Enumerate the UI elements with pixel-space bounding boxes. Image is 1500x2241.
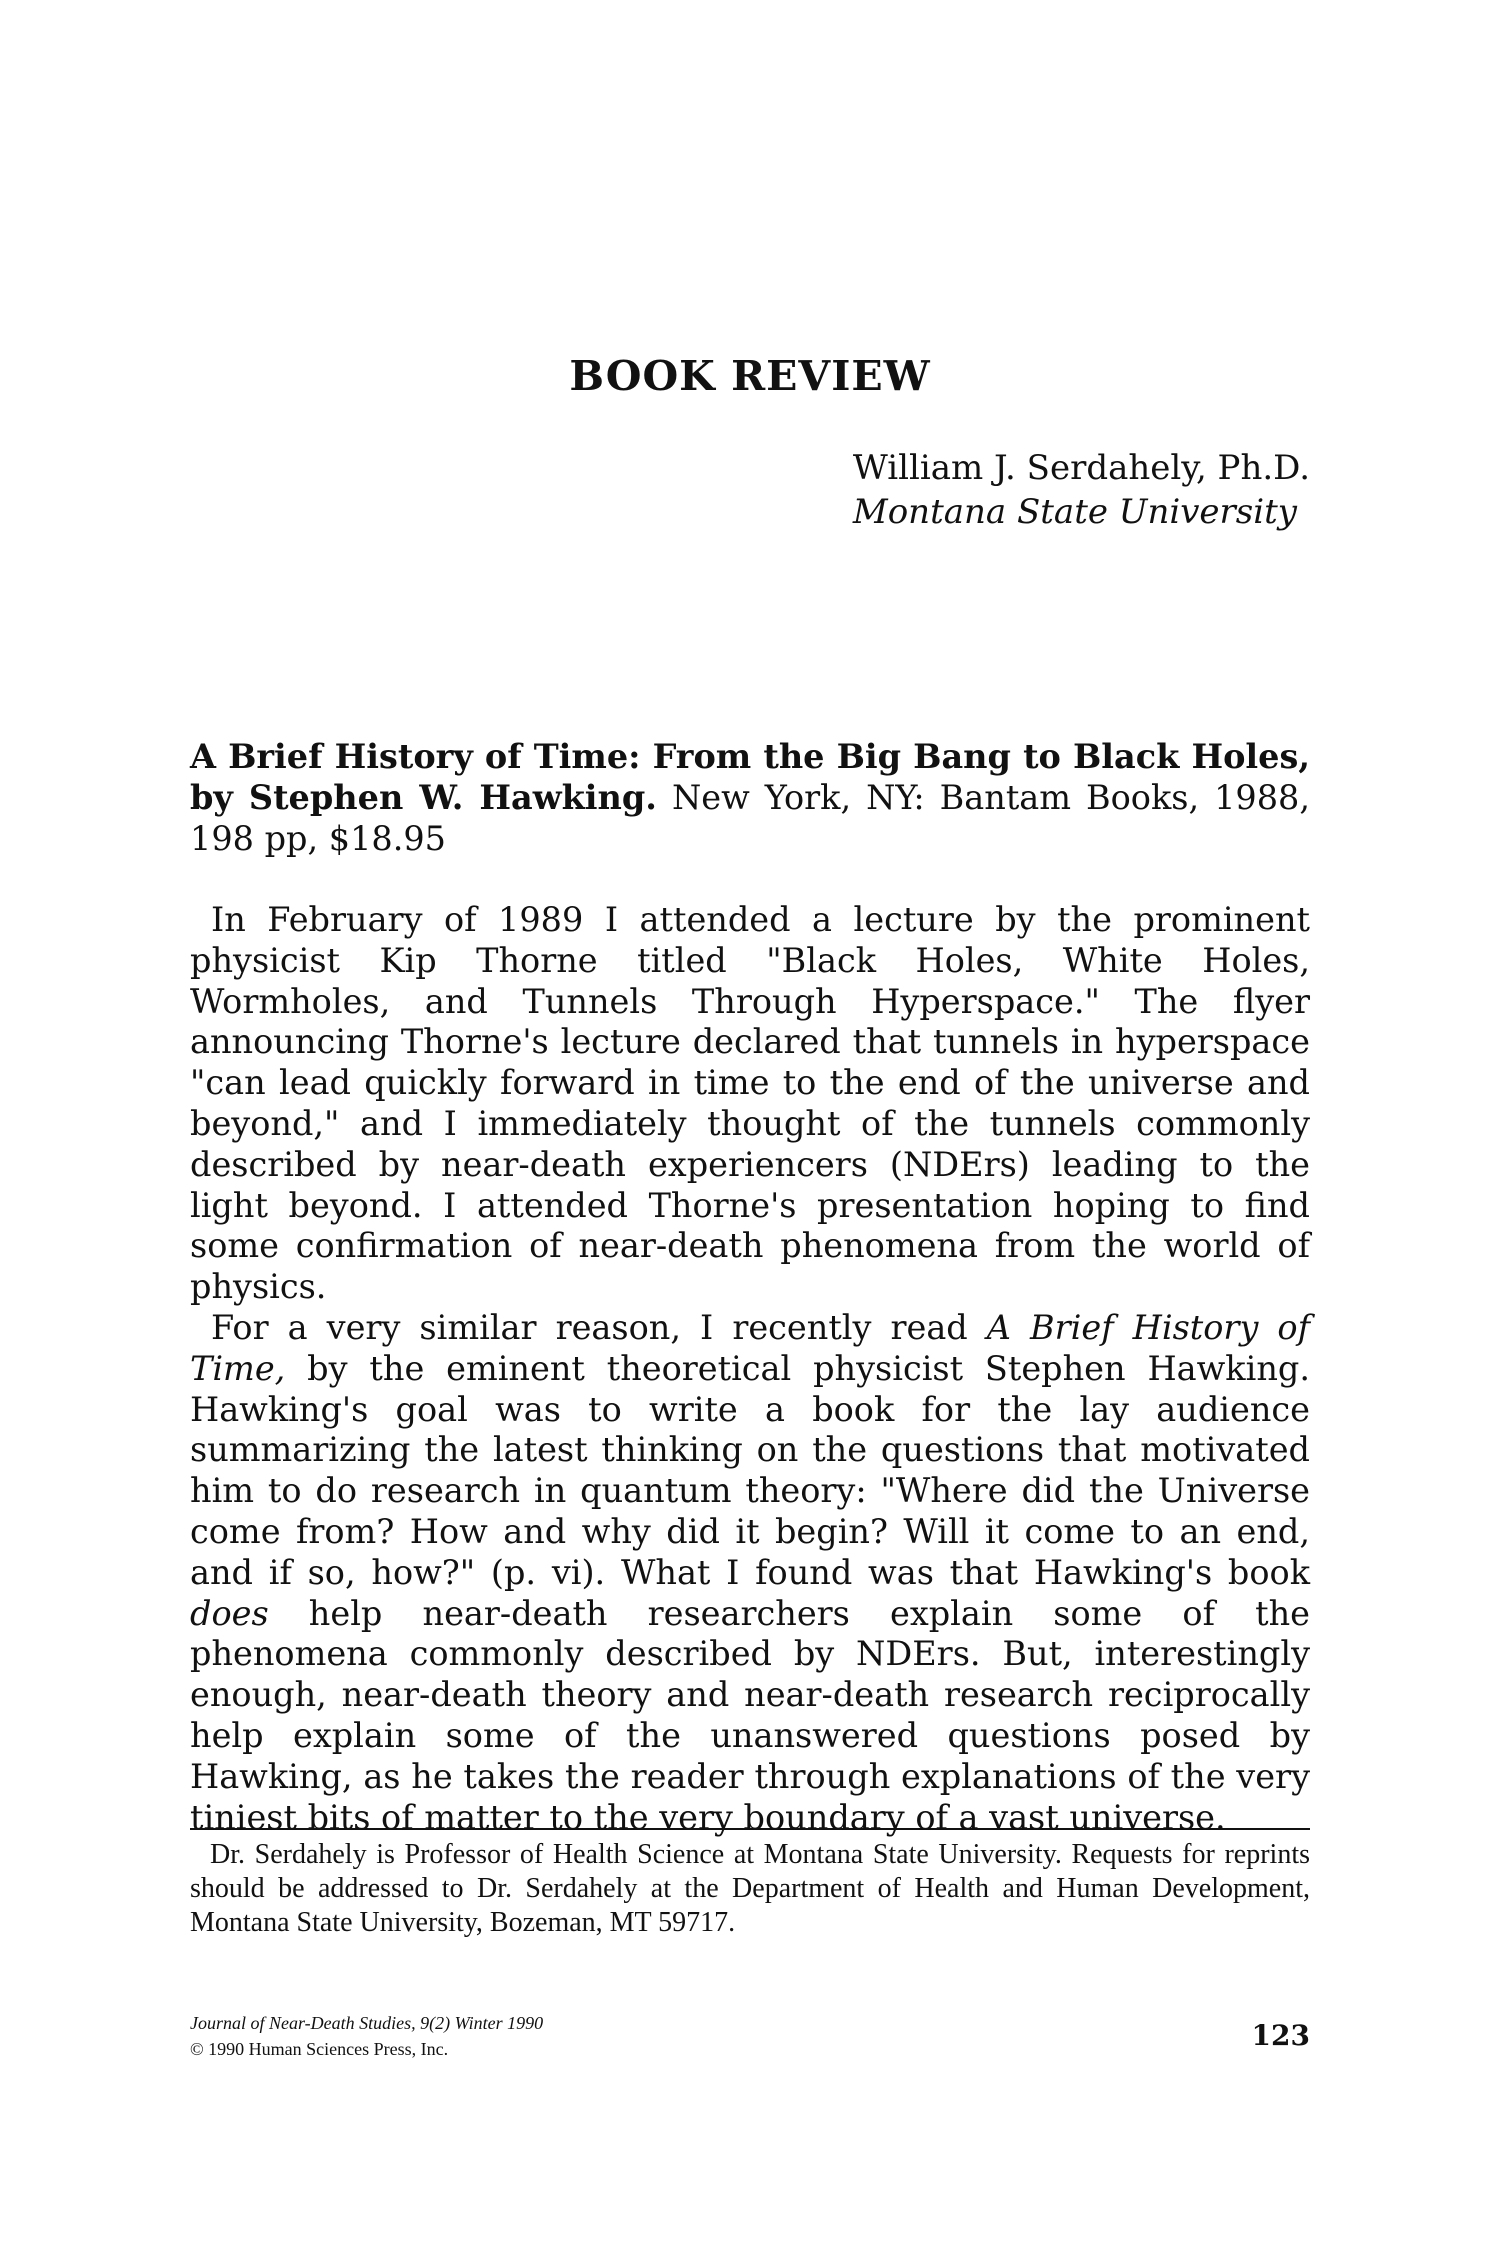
citation-publication: New York, NY: Bantam Books, 1988, 198 pp, $18.95: [190, 777, 1311, 858]
page-number: 123: [1251, 2019, 1310, 2052]
book-citation: [190, 737, 1310, 859]
page-heading: BOOK REVIEW: [569, 352, 931, 400]
review-body: [190, 900, 1310, 1838]
author-footnote: Dr. Serdahely is Professor of Health Science at Montana State University. Requests for reprints should be addressed to Dr. Serdahely at the Department of Health and Human Development, Montana State University, Bozeman, MT 59717.: [190, 1839, 1310, 1938]
journal-citation: Journal of Near-Death Studies, 9(2) Winter 1990: [190, 2013, 544, 2033]
author-name: William J. Serdahely, Ph.D.: [852, 448, 1310, 488]
citation-title: A Brief History of Time: From the Big Bang to Black Holes, by Stephen W. Hawking.: [190, 737, 1310, 817]
book-title-inline: A Brief History of Time,: [190, 1307, 1310, 1388]
paragraph-2: For a very similar reason, I recently read A Brief History of Time, by the eminent theoretical physicist Stephen Hawking. Hawking's goal was to write a book for the lay audience summarizing the latest thinking on the questions that motivated him to do research in quantum theory: "Where did the Universe come from? How and why did it begin? Will it come to an end, and if so, how?" (p. vi). What I found was that Hawking's book does help near-death researchers explain some of the phenomena commonly described by NDErs. But, interestingly enough, near-death theory and near-death research reciprocally help explain some of the unanswered questions posed by Hawking, as he takes the reader through explanations of the very tiniest bits of matter to the very boundary of a vast universe.: [190, 1307, 1310, 1837]
emphasis-does: does: [190, 1593, 269, 1633]
copyright-line: © 1990 Human Sciences Press, Inc.: [190, 2039, 449, 2059]
paragraph-1: In February of 1989 I attended a lecture by the prominent physicist Kip Thorne titled "Black Holes, White Holes, Wormholes, and Tunnels Through Hyperspace." The flyer announcing Thorne's lecture declared that tunnels in hyperspace "can lead quickly forward in time to the end of the universe and beyond," and I immediately thought of the tunnels commonly described by near-death experiencers (NDErs) leading to the light beyond. I attended Thorne's presentation hoping to find some confirmation of near-death phenomena from the world of physics.: [190, 900, 1310, 1307]
author-affiliation: Montana State University: [852, 492, 1297, 532]
footnote-divider: [190, 1828, 1310, 1830]
author-block: [853, 446, 1310, 534]
journal-footer: [190, 2010, 543, 2062]
